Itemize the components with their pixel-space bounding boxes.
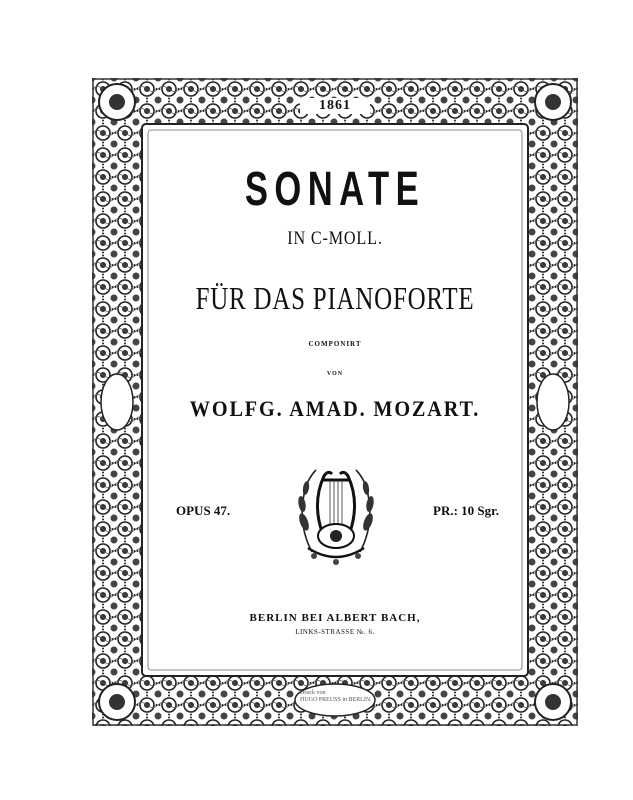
opus-number: OPUS 47. bbox=[176, 503, 231, 518]
composer-name: WOLFG. AMAD. MOZART. bbox=[189, 396, 481, 421]
publisher-line: BERLIN BEI ALBERT BACH, bbox=[249, 612, 421, 624]
printer-line-1: Druck von bbox=[300, 690, 326, 696]
printer-credit bbox=[300, 690, 420, 704]
publisher-address: LINKS-STRASSE №. 6. bbox=[295, 628, 375, 636]
lyre-emblem-icon bbox=[292, 462, 380, 568]
key-subtitle: IN C-MOLL. bbox=[287, 228, 383, 249]
by-label: VON bbox=[326, 371, 344, 377]
price-label: PR.: 10 Sgr. bbox=[433, 503, 499, 518]
year-label: 1861 bbox=[300, 98, 370, 114]
page-title: SONATE bbox=[244, 163, 426, 216]
instrument-line: FÜR DAS PIANOFORTE bbox=[195, 280, 475, 316]
printer-line-2: HUGO PREUSS in BERLIN. bbox=[300, 697, 372, 703]
composed-label: COMPONIRT bbox=[308, 340, 362, 348]
